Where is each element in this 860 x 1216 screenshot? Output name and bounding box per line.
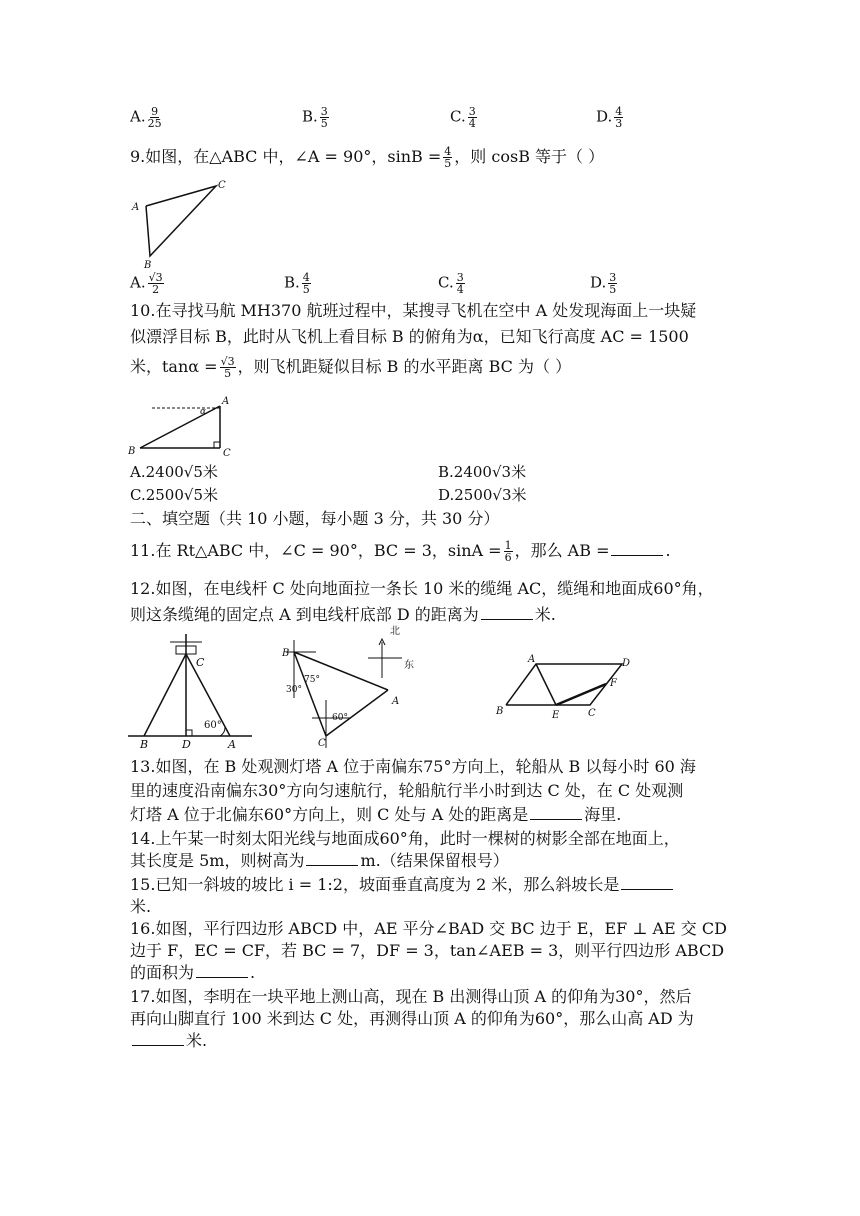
q16-answer-blank [196, 963, 248, 978]
compass-label-c: C [318, 738, 326, 749]
q9-label-a: A [132, 202, 140, 213]
q16-line-3: 的面积为 . [130, 963, 256, 982]
compass-label-75: 75° [304, 675, 320, 685]
q10-label-c: C [223, 448, 231, 459]
compass-label-30: 30° [286, 685, 302, 695]
para-label-b: B [496, 706, 504, 717]
q10-triangle-figure [128, 392, 238, 460]
q8-option-a: A. $\frac{9}{25}$ [130, 105, 162, 130]
q12-line-2: 则这条缆绳的固定点 A 到电线杆底部 D 的距离为 米. [130, 605, 556, 624]
q10-line-1: 10.在寻找马航 MH370 航班过程中，某搜寻飞机在空中 A 处发现海面上一块疑 [130, 301, 697, 320]
q16-line-2: 边于 F，EC = CF，若 BC = 7，DF = 3，tan∠AEB = 3，则平行四边形 ABCD [130, 941, 725, 960]
q13-line-2: 里的速度沿南偏东30°方向匀速航行，轮船航行半小时到达 C 处，在 C 处观测 [130, 781, 684, 800]
q17-line-1: 17.如图，李明在一块平地上测山高，现在 B 出测得山顶 A 的仰角为30°，然后 [130, 987, 692, 1006]
q12-line-1: 12.如图，在电线杆 C 处向地面拉一条长 10 米的缆绳 AC，缆绳和地面成60°角， [130, 579, 714, 598]
compass-label-b: B [282, 648, 290, 659]
q9-label-c: C [218, 180, 226, 191]
q8-option-d: D. $\frac{4}{3}$ [596, 105, 623, 130]
q9-label-b: B [144, 260, 152, 270]
q17-line-2: 再向山脚直行 100 米到达 C 处，再测得山顶 A 的仰角为60°，那么山高 AD 为 [130, 1009, 694, 1028]
q13-answer-blank [530, 805, 582, 820]
q14-line-2: 其长度是 5m，则树高为 m.（结果保留根号） [130, 851, 509, 870]
compass-figure [276, 620, 426, 750]
q10-option-a: A.2400√5米 [130, 463, 218, 481]
q15-line-1: 15.已知一斜坡的坡比 i = 1:2，坡面垂直高度为 2 米，那么斜坡长是 [130, 874, 675, 896]
q14-answer-blank [306, 851, 358, 866]
q8-option-c: C. $\frac{3}{4}$ [450, 105, 476, 130]
compass-label-east: 东 [404, 660, 414, 671]
para-label-f: F [610, 678, 617, 689]
q10-label-alpha: α [200, 407, 207, 417]
q9-option-c: C. $\frac{3}{4}$ [438, 271, 464, 296]
q8-option-b: B. $\frac{3}{5}$ [302, 105, 328, 130]
pole-label-a: A [228, 738, 236, 750]
q15-answer-blank [621, 875, 673, 890]
compass-label-60: 60° [332, 713, 348, 723]
compass-label-north: 北 [390, 626, 400, 637]
section-2-heading: 二、填空题（共 10 小题，每小题 3 分，共 30 分） [130, 509, 500, 528]
pole-figure [128, 628, 258, 750]
q11-stem: 11.在 Rt△ABC 中，∠C = 90°，BC = 3，sinA = $\frac{1}{6}$ ，那么 AB = . [130, 539, 671, 564]
q15-line-2: 米. [130, 897, 152, 916]
q12-answer-blank [481, 605, 533, 620]
q16-line-1: 16.如图，平行四边形 ABCD 中，AE 平分∠BAD 交 BC 边于 E，EF ⊥ AE 交 CD [130, 919, 727, 938]
compass-label-a: A [392, 696, 400, 707]
q11-answer-blank [611, 541, 663, 556]
q14-line-1: 14.上午某一时刻太阳光线与地面成60°角，此时一棵树的树影全部在地面上， [130, 829, 680, 848]
q9-option-d: D. $\frac{3}{5}$ [590, 271, 617, 296]
pole-label-c: C [196, 656, 205, 669]
q10-label-b: B [128, 446, 136, 457]
q17-line-3: 米. [130, 1030, 207, 1052]
pole-label-b: B [140, 738, 149, 750]
pole-label-d: D [182, 738, 191, 750]
q13-line-3: 灯塔 A 位于北偏东60°方向上，则 C 处与 A 处的距离是 海里. [130, 805, 622, 824]
q9-triangle-figure [128, 176, 238, 270]
q9-option-b: B. $\frac{4}{5}$ [284, 271, 310, 296]
parallelogram-figure [494, 650, 640, 722]
q10-option-d: D.2500√3米 [438, 486, 527, 504]
para-label-d: D [622, 658, 631, 669]
q13-line-1: 13.如图，在 B 处观测灯塔 A 位于南偏东75°方向上，轮船从 B 以每小时 60 海 [130, 757, 696, 776]
q9-option-a: A. $\frac{√3}{2}$ [130, 271, 163, 296]
para-label-e: E [552, 710, 560, 721]
q10-line-3: 米，tanα = $\frac{√3}{5}$ ，则飞机距疑似目标 B 的水平距离 BC 为（ ） [130, 355, 572, 380]
q10-label-a: A [222, 396, 230, 407]
q17-answer-blank [132, 1031, 184, 1046]
q10-line-2: 似漂浮目标 B，此时从飞机上看目标 B 的俯角为α，已知飞行高度 AC = 1500 [130, 327, 689, 346]
para-label-a: A [528, 654, 536, 665]
q10-option-b: B.2400√3米 [438, 463, 527, 481]
q10-option-c: C.2500√5米 [130, 486, 218, 504]
para-label-c: C [588, 708, 596, 719]
q9-stem: 9.如图，在△ABC 中，∠A = 90°，sinB = $\frac{4}{5}$ ，则 cosB 等于（ ） [130, 145, 605, 170]
pole-label-angle: 60° [204, 720, 222, 731]
